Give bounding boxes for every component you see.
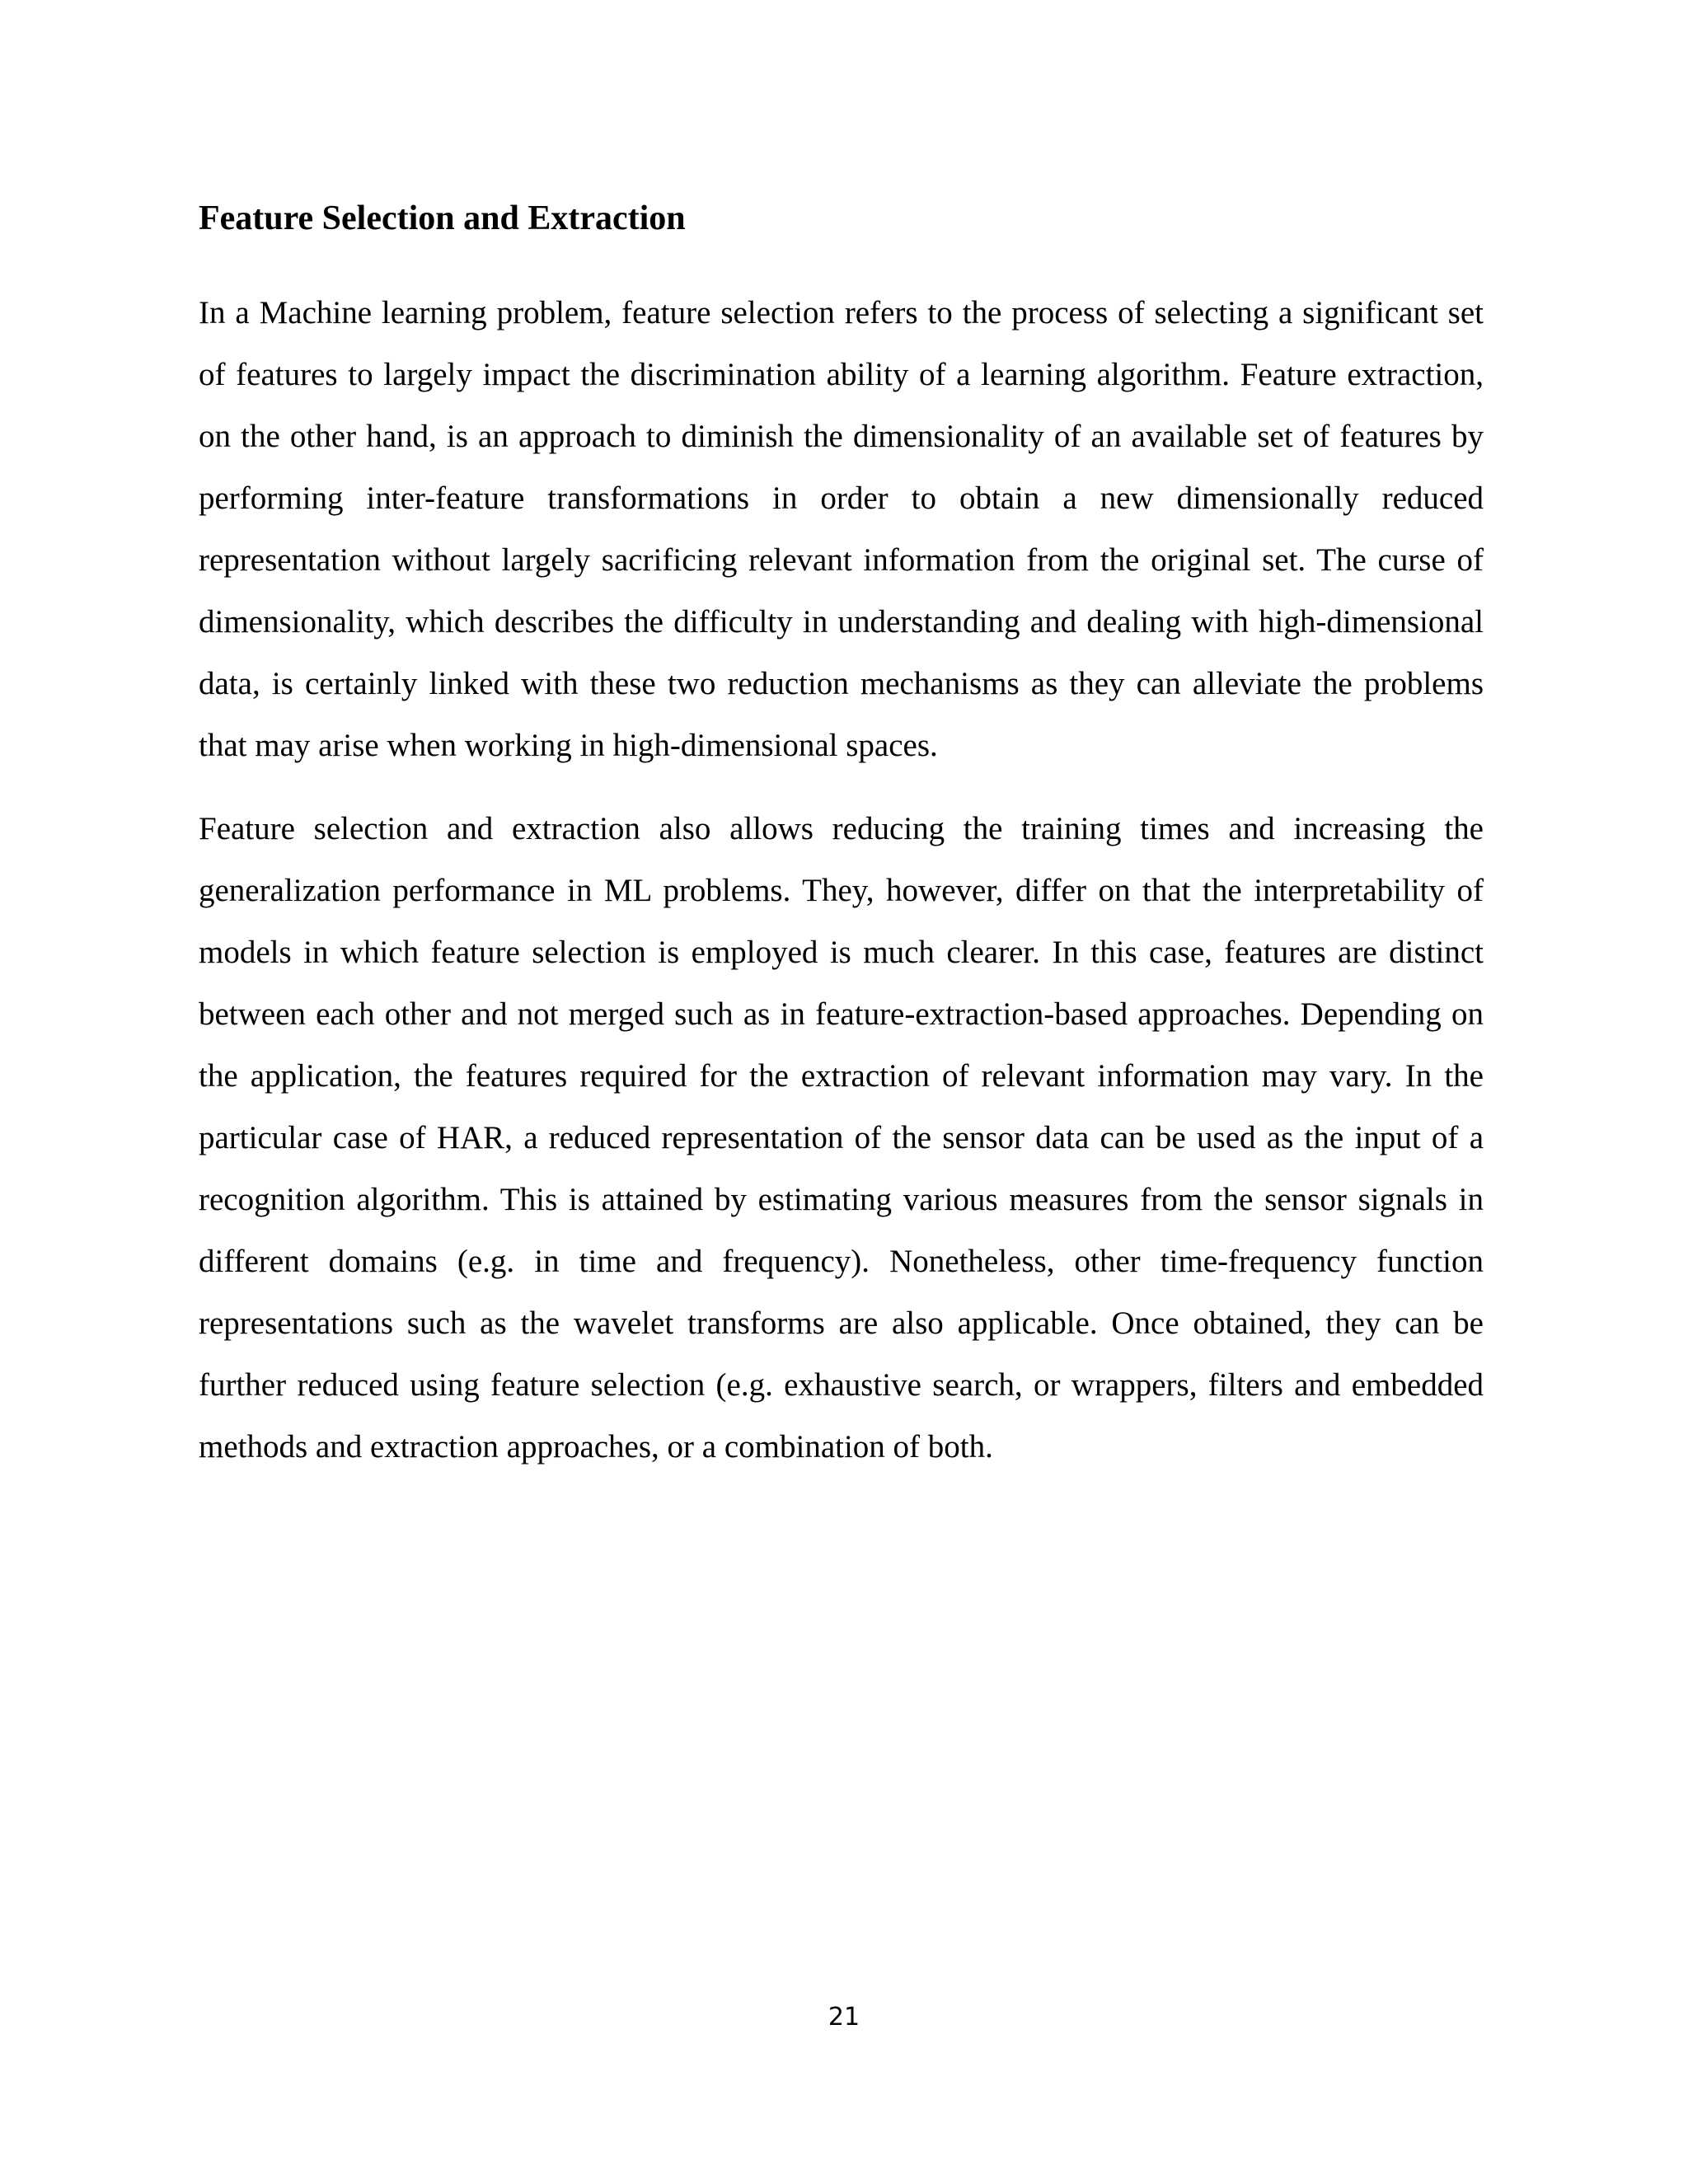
page-number: 21 xyxy=(828,2003,860,2032)
paragraph-feature-definitions: In a Machine learning problem, feature selection refers to the process of selecting a significant set of features to largely impact the discrimination ability of a learning algorithm. Feature extraction, on the other hand, is an approach to diminish the dimensionality of an available set of features by performing inter-feature transformations in order to obtain a new dimensionally reduced representation without largely sacrificing relevant information from the original set. The curse of dimensionality, which describes the difficulty in understanding and dealing with high-dimensional data, is certainly linked with these two reduction mechanisms as they can alleviate the problems that may arise when working in high-dimensional spaces. xyxy=(199,295,1484,763)
paragraph-feature-applications: Feature selection and extraction also allows reducing the training times and increasing the generalization performance in ML problems. They, however, differ on that the interpretability of models in which feature selection is employed is much clearer. In this case, features are distinct between each other and not merged such as in feature-extraction-based approaches. Depending on the application, the features required for the extraction of relevant information may vary. In the particular case of HAR, a reduced representation of the sensor data can be used as the input of a recognition algorithm. This is attained by estimating various measures from the sensor signals in different domains (e.g. in time and frequency). Nonetheless, other time-frequency function representations such as the wavelet transforms are also applicable. Once obtained, they can be further reduced using feature selection (e.g. exhaustive search, or wrappers, filters and embedded methods and extraction approaches, or a combination of both. xyxy=(199,811,1484,1465)
section-heading: Feature Selection and Extraction xyxy=(199,199,686,237)
page-content xyxy=(199,190,1484,1478)
